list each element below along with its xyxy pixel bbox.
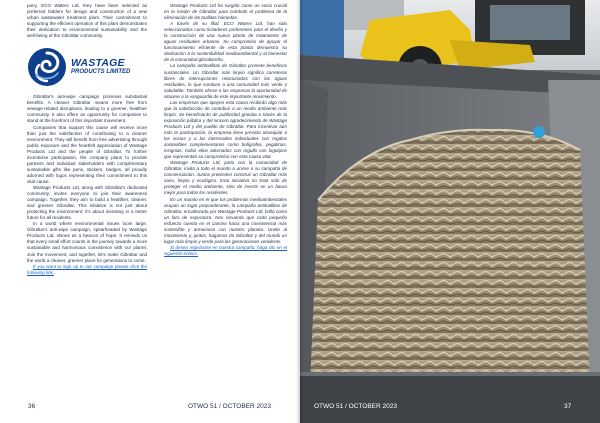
logo-subtitle: PRODUCTS LIMITED [71,69,131,76]
body-paragraph: In a world where environmental issues loom large, Gibraltar's anti-wipe campaign, spearheaded by Wastage Products Ltd, shines as a beacon of hope. It reminds us that every small effort counts in the journey towards a more sustainable and harmonious coexistence with our planet. Join the movement, and together, let's make Gibraltar and the world a cleaner, greener place for generations to come. [27,221,147,263]
english-column [27,3,147,276]
campaign-signup-link-es[interactable]: Si desea registrarse en nuestra campaña, haga clic en el siguiente enlace. [164,244,287,256]
body-paragraph: Companies that support this cause will receive more than just the satisfaction of contributing to a cleaner environment. They will benefit from free advertising through public exposure and the heartfelt appreciation of Wastage Products Ltd and the people of Gibraltar. To further incentivise participation, the company plans to provide partners and individual stakeholders with complimentary sustainable gifts like pens, stickers, badges, all proudly adorned with logos representing their commitment to this vital cause. [27,124,147,184]
spanish-column [164,3,287,257]
body-paragraph: Gibraltar's anti-wipe campaign promises substantial benefits. A cleaner Gibraltar means more free from sewage-related disruptions, leading to a greener, healthier community. It also offers an opportunity for companies to stand at the forefront of this important movement. [27,94,147,124]
body-paragraph: Wastage Products Ltd, junto con la comunidad de Gibraltar, invita a todo el mundo a unirse a su campaña de concienciación. Juntos pretenden construir un Gibraltar más sano, limpio y ecológico. Esta iniciativa no trata sólo de proteger el medio ambiente, sino de invertir en un futuro mejor para todos los residentes. [164,160,287,196]
page-number: 37 [564,403,572,410]
wastage-products-logo [27,46,147,88]
body-paragraph: La campaña antitoallitas de Gibraltar promete beneficios sustanciales. Un Gibraltar más limpio significa carreteras libres de interrupciones relacionadas con las aguas residuales, lo que conduce a una comunidad más verde y saludable. También ofrece a las empresas la oportunidad de situarse a la vanguardia de este importante movimiento. [164,63,287,99]
magazine-issue: OTWO 51 / OCTOBER 2023 [314,403,397,410]
wet-wipes-skip-photo [300,0,600,423]
body-paragraph: Wastage Products Ltd ha surgido como un socio crucial en la misión de Gibraltar para combatir el problema de la eliminación de las toallitas húmedas. [164,3,287,21]
body-paragraph: Las empresas que apoyen esta causa recibirán algo más que la satisfacción de contribuir a un medio ambiente más limpio. Se beneficiarán de publicidad gratuita a través de la exposición pública y del sincero agradecimiento de Wastage Products Ltd y del pueblo de Gibraltar. Para incentivar aún más la participación, la empresa tiene previsto obsequiar a los socios y a los interesados individuales con regalos sostenibles complementarios como bolígrafos, pegatinas, insignias, todos ellos adornados con orgullo con logotipos que representan su compromiso con esta causa vital. [164,99,287,160]
body-paragraph: En un mundo en el que los problemas medioambientales ocupan un lugar preponderante, la campaña antitoallitas de Gibraltar, encabezada por Wastage Products Ltd, brilla como un faro de esperanza. Nos recuerda que cada pequeño esfuerzo cuenta en el camino hacia una coexistencia más sostenible y armoniosa con nuestro planeta. Únete al movimiento y, juntos, hagamos de Gibraltar y del mundo un lugar más limpio y verde para las generaciones venideras. [164,196,287,244]
intro-paragraph: pany, ECO Waters Ltd, they have been selected as preferred bidders for design and construction of a new urban wastewater treatment plant. Their commitment to supporting the efficient operation of this plant demonstrates their dedication to environmental sustainability and the well-being of the Gibraltar community. [27,3,147,39]
logo-name: WASTAGE [71,57,125,70]
body-paragraph: Wastage Products Ltd, along with Gibraltar's dedicated community, invites everyone to join their awareness campaign. Together, they aim to build a healthier, cleaner, and greener Gibraltar. This initiative is not just about protecting the environment; it's about investing in a better future for all residents. [27,184,147,221]
campaign-signup-link[interactable]: If you want to sign up to our campaign please click the following link. [27,263,147,275]
body-paragraph: A través de su filial, ECO Waters Ltd, han sido seleccionados como licitadores preferentes para el diseño y la construcción de una nueva planta de tratamiento de aguas residuales urbanas. Su compromiso de apoyar el funcionamiento eficiente de esta planta demuestra su dedicación a la sostenibilidad medioambiental y al bienestar de la comunidad gibraltareña. [164,21,287,63]
page-number: 36 [28,403,36,410]
right-page [300,0,600,423]
swirl-logo-icon [27,47,67,87]
magazine-issue: OTWO 51 / OCTOBER 2023 [188,403,271,410]
